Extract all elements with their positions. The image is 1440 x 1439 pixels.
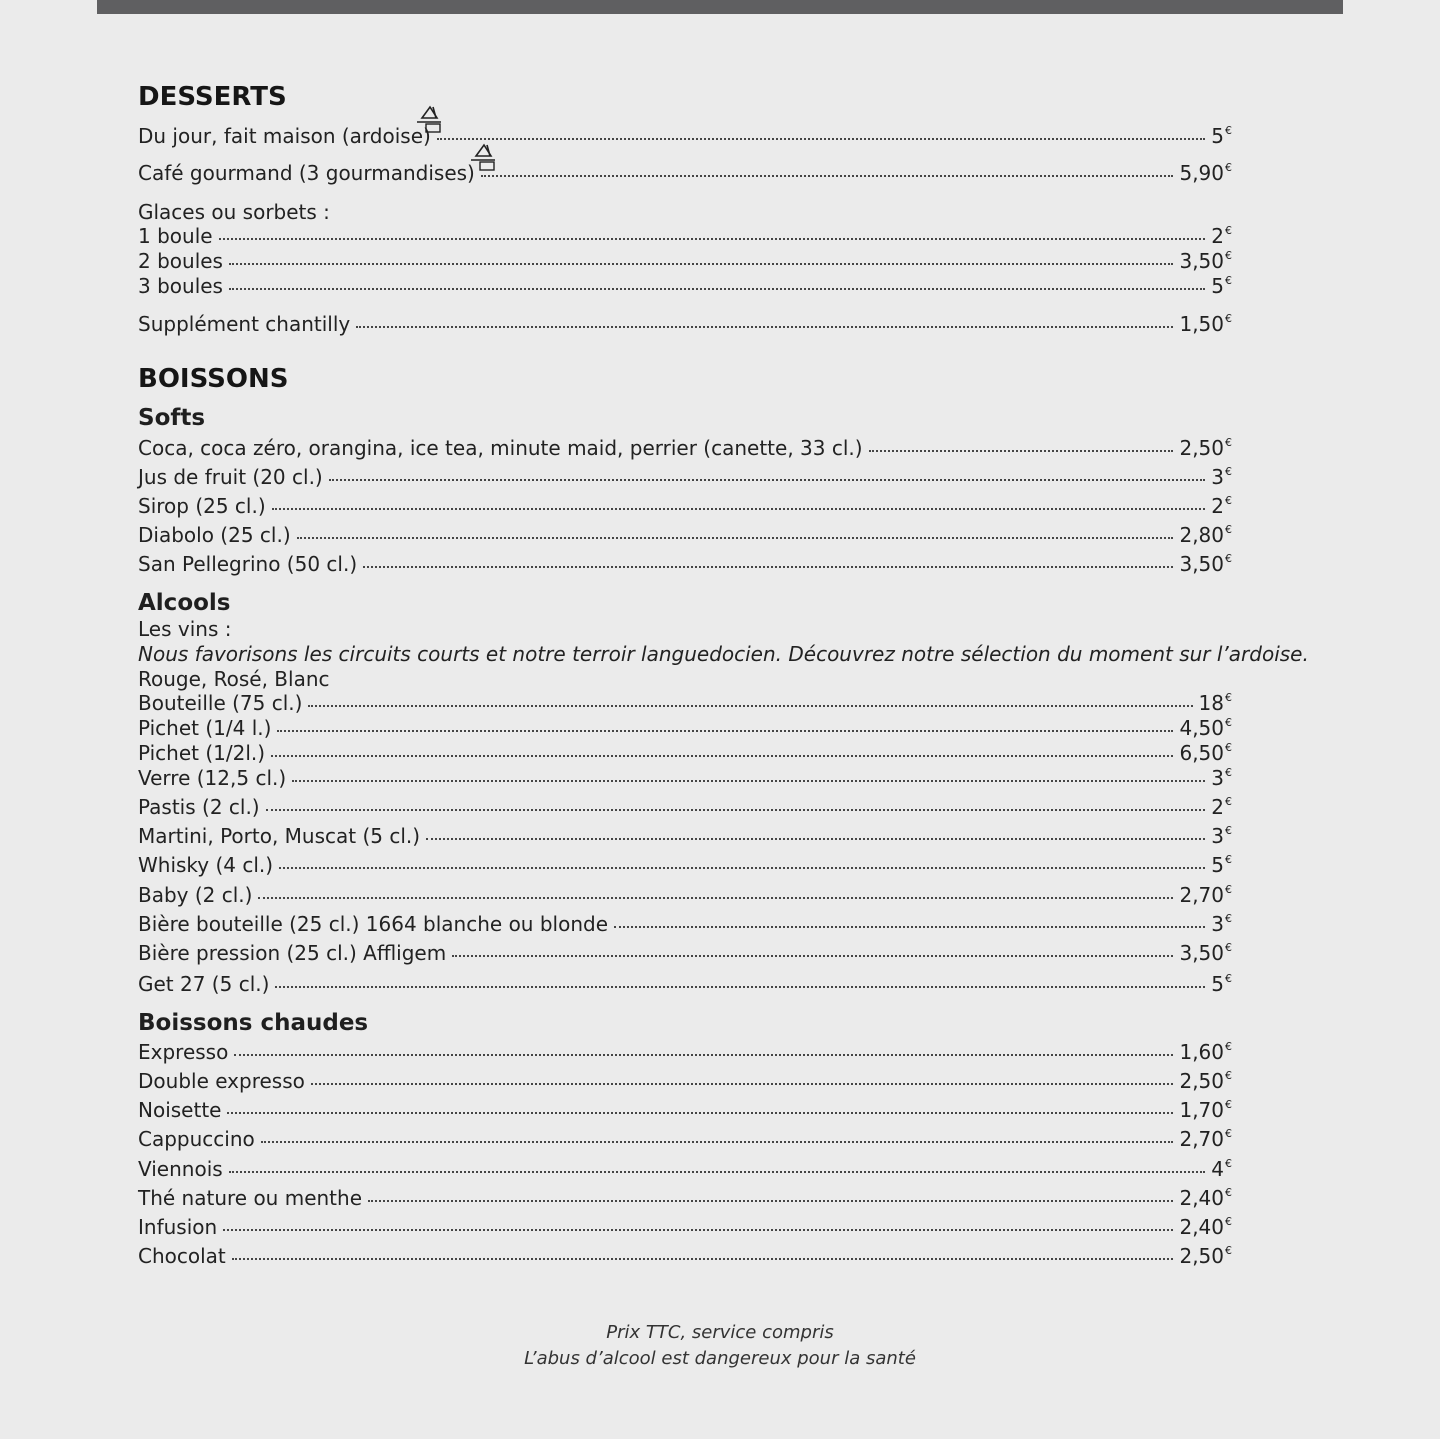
menu-item-expresso — [138, 1040, 1232, 1064]
item-name: Diabolo (25 cl.) — [138, 523, 291, 547]
item-price: 1,60€ — [1179, 1040, 1232, 1064]
leader-dots — [272, 508, 1206, 510]
menu-item-pichet-demi — [138, 741, 1232, 765]
house-made-icon — [416, 104, 442, 134]
leader-dots — [266, 809, 1206, 811]
house-made-icon — [470, 142, 496, 172]
item-price: 5€ — [1211, 274, 1232, 298]
item-price: 2,50€ — [1179, 436, 1232, 460]
menu-item-infusion — [138, 1215, 1232, 1239]
item-price: 2,50€ — [1179, 1069, 1232, 1093]
item-price: 2,50€ — [1179, 1244, 1232, 1268]
menu-item-biere-bouteille — [138, 912, 1232, 936]
item-name: Bière pression (25 cl.) Affligem — [138, 941, 447, 965]
leader-dots — [229, 1171, 1206, 1173]
item-price: 5€ — [1211, 972, 1232, 996]
item-price: 3€ — [1211, 766, 1232, 790]
menu-item-jus-de-fruit — [138, 465, 1232, 489]
item-price: 2€ — [1211, 224, 1232, 248]
menu-item-baby — [138, 883, 1232, 907]
item-name: Martini, Porto, Muscat (5 cl.) — [138, 824, 421, 848]
item-price: 5€ — [1211, 124, 1232, 148]
item-price: 3,50€ — [1179, 941, 1232, 965]
item-price: 3,50€ — [1179, 249, 1232, 273]
leader-dots — [234, 1054, 1173, 1056]
leader-dots — [452, 955, 1173, 957]
leader-dots — [232, 1258, 1174, 1260]
leader-dots — [275, 986, 1205, 988]
leader-dots — [229, 288, 1205, 290]
leader-dots — [271, 755, 1173, 757]
section-title-boissons: BOISSONS — [138, 364, 289, 394]
footer-alcool-warning: L’abus d’alcool est dangereux pour la santé — [524, 1348, 916, 1369]
menu-item-whisky — [138, 853, 1232, 877]
item-name: Coca, coca zéro, orangina, ice tea, minute maid, perrier (canette, 33 cl.) — [138, 436, 863, 460]
item-name: 3 boules — [138, 274, 223, 298]
menu-item-sirop — [138, 494, 1232, 518]
menu-item-pastis — [138, 795, 1232, 819]
menu-item-1-boule — [138, 224, 1232, 248]
item-name: Get 27 (5 cl.) — [138, 972, 270, 996]
subsection-title-alcools: Alcools — [138, 590, 231, 616]
menu-item-double-expresso — [138, 1069, 1232, 1093]
leader-dots — [229, 263, 1173, 265]
item-name: Thé nature ou menthe — [138, 1186, 363, 1210]
menu-item-sodas — [138, 436, 1232, 460]
subsection-title-softs: Softs — [138, 405, 206, 431]
menu-item-san-pellegrino — [138, 552, 1232, 576]
menu-item-viennois — [138, 1157, 1232, 1181]
item-name: Pastis (2 cl.) — [138, 795, 260, 819]
leader-dots — [437, 138, 1205, 140]
item-price: 4,50€ — [1179, 716, 1232, 740]
subsection-title-boissons-chaudes: Boissons chaudes — [138, 1010, 369, 1036]
vins-label: Les vins : — [138, 617, 232, 641]
leader-dots — [481, 175, 1174, 177]
item-name: Jus de fruit (20 cl.) — [138, 465, 323, 489]
menu-item-martini-porto-muscat — [138, 824, 1232, 848]
leader-dots — [308, 705, 1192, 707]
leader-dots — [363, 566, 1173, 568]
item-price: 2,40€ — [1179, 1215, 1232, 1239]
menu-item-verre — [138, 766, 1232, 790]
item-name: Viennois — [138, 1157, 223, 1181]
leader-dots — [311, 1083, 1174, 1085]
item-name: Whisky (4 cl.) — [138, 853, 274, 877]
top-banner — [97, 0, 1343, 14]
menu-item-chocolat — [138, 1244, 1232, 1268]
item-price: 3€ — [1211, 912, 1232, 936]
menu-item-2-boules — [138, 249, 1232, 273]
item-name: Café gourmand (3 gourmandises) — [138, 161, 475, 185]
leader-dots — [223, 1229, 1173, 1231]
item-name: Du jour, fait maison (ardoise) — [138, 124, 431, 148]
item-name: Expresso — [138, 1040, 229, 1064]
item-name: Cappuccino — [138, 1127, 255, 1151]
item-price: 2€ — [1211, 494, 1232, 518]
item-name: Infusion — [138, 1215, 218, 1239]
leader-dots — [614, 926, 1205, 928]
item-price: 2,70€ — [1179, 1127, 1232, 1151]
menu-item-3-boules — [138, 274, 1232, 298]
item-price: 2,70€ — [1179, 883, 1232, 907]
leader-dots — [277, 730, 1173, 732]
item-price: 2,80€ — [1179, 523, 1232, 547]
item-price: 18€ — [1198, 691, 1232, 715]
item-price: 1,50€ — [1179, 312, 1232, 336]
leader-dots — [297, 537, 1174, 539]
item-name: San Pellegrino (50 cl.) — [138, 552, 358, 576]
menu-item-cafe-gourmand — [138, 161, 1232, 185]
leader-dots — [292, 780, 1205, 782]
leader-dots — [279, 867, 1205, 869]
menu-item-cappuccino — [138, 1127, 1232, 1151]
item-name: Supplément chantilly — [138, 312, 351, 336]
item-price: 2,40€ — [1179, 1186, 1232, 1210]
menu-item-biere-pression — [138, 941, 1232, 965]
item-price: 5€ — [1211, 853, 1232, 877]
menu-item-the — [138, 1186, 1232, 1210]
item-name: 1 boule — [138, 224, 213, 248]
leader-dots — [258, 897, 1173, 899]
menu-item-pichet-quart — [138, 716, 1232, 740]
item-price: 3,50€ — [1179, 552, 1232, 576]
vins-couleurs: Rouge, Rosé, Blanc — [138, 667, 330, 691]
leader-dots — [869, 450, 1174, 452]
leader-dots — [261, 1141, 1174, 1143]
item-name: Bouteille (75 cl.) — [138, 691, 303, 715]
leader-dots — [368, 1200, 1173, 1202]
footer-prix-ttc: Prix TTC, service compris — [606, 1322, 834, 1343]
item-price: 1,70€ — [1179, 1098, 1232, 1122]
item-name: Chocolat — [138, 1244, 226, 1268]
item-name: Verre (12,5 cl.) — [138, 766, 287, 790]
item-price: 3€ — [1211, 465, 1232, 489]
menu-item-bouteille — [138, 691, 1232, 715]
item-name: Noisette — [138, 1098, 222, 1122]
item-name: Pichet (1/4 l.) — [138, 716, 272, 740]
menu-item-diabolo — [138, 523, 1232, 547]
item-price: 3€ — [1211, 824, 1232, 848]
item-price: 6,50€ — [1179, 741, 1232, 765]
menu-item-noisette — [138, 1098, 1232, 1122]
vins-note: Nous favorisons les circuits courts et notre terroir languedocien. Découvrez notre sélection du moment sur l’ardoise. — [138, 642, 1309, 666]
item-name: Pichet (1/2l.) — [138, 741, 266, 765]
leader-dots — [227, 1112, 1173, 1114]
item-price: 2€ — [1211, 795, 1232, 819]
menu-item-get-27 — [138, 972, 1232, 996]
leader-dots — [219, 238, 1206, 240]
item-name: Baby (2 cl.) — [138, 883, 253, 907]
section-title-desserts: DESSERTS — [138, 82, 287, 112]
glaces-label: Glaces ou sorbets : — [138, 200, 330, 224]
item-name: Bière bouteille (25 cl.) 1664 blanche ou blonde — [138, 912, 608, 936]
item-price: 4€ — [1211, 1157, 1232, 1181]
item-name: Sirop (25 cl.) — [138, 494, 266, 518]
leader-dots — [329, 479, 1206, 481]
item-price: 5,90€ — [1179, 161, 1232, 185]
menu-item-supplement-chantilly — [138, 312, 1232, 336]
item-name: Double expresso — [138, 1069, 305, 1093]
item-name: 2 boules — [138, 249, 223, 273]
menu-item-dessert-du-jour — [138, 124, 1232, 148]
leader-dots — [426, 838, 1205, 840]
leader-dots — [356, 326, 1173, 328]
